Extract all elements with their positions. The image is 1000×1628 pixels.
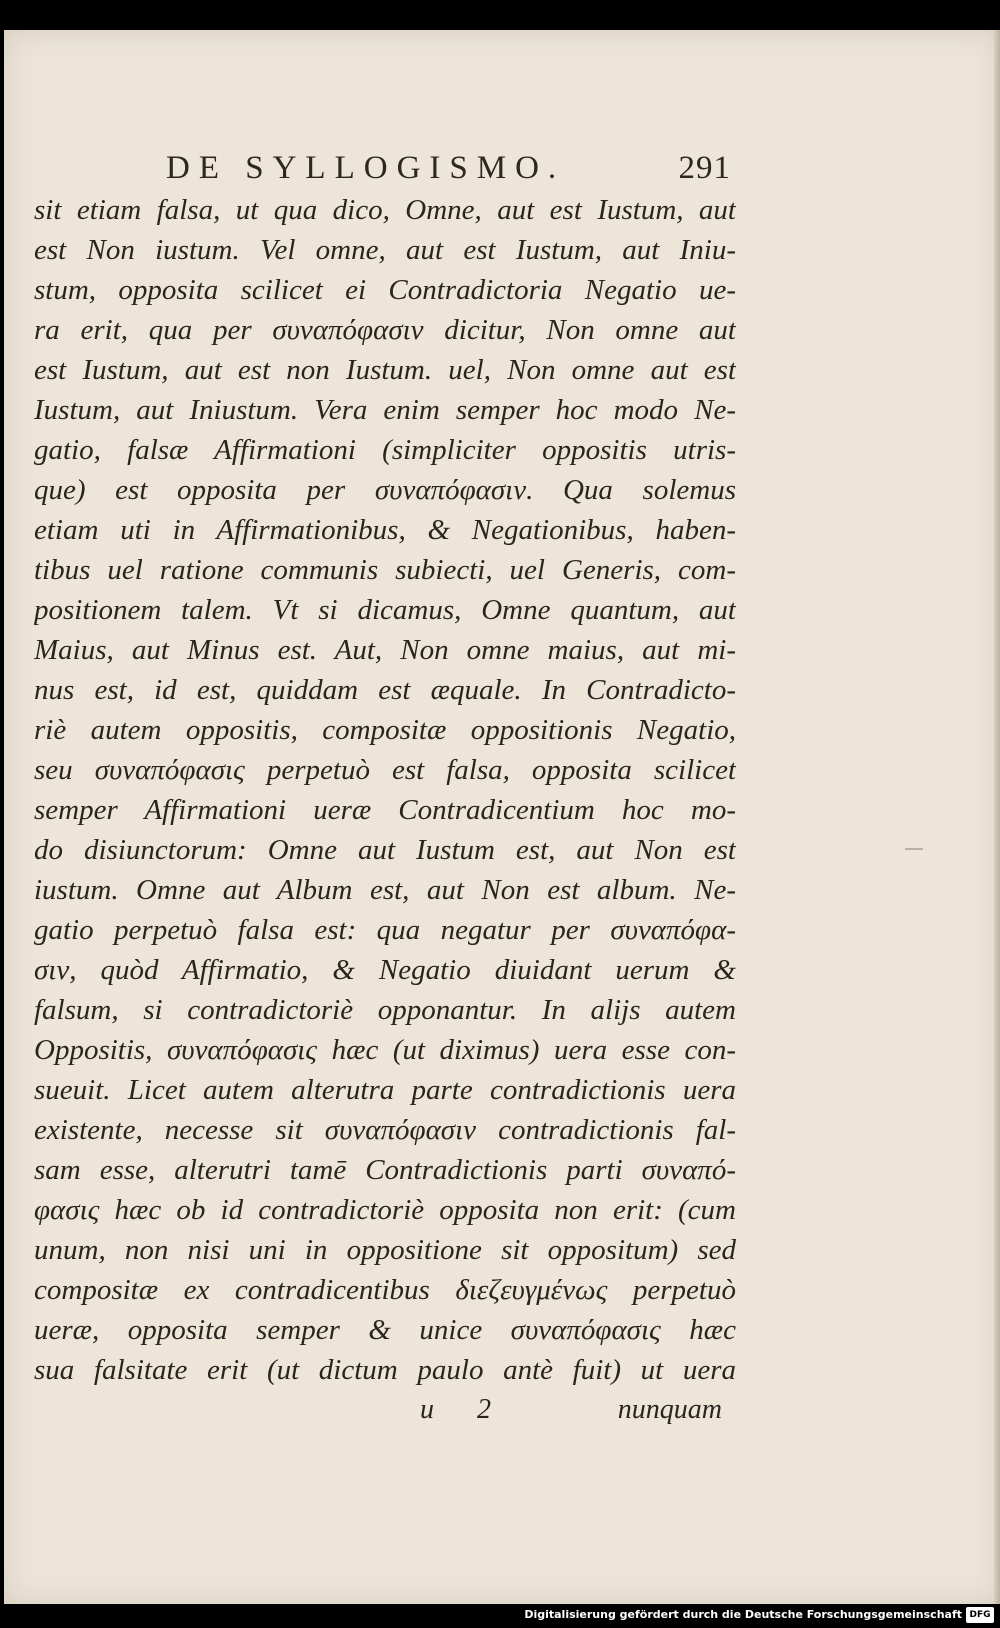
text-line: compositæ ex contradicentibus διεζευγμένως perpetuò <box>34 1274 736 1306</box>
text-line: falsum, si contradictoriè opponantur. In alijs autem <box>34 994 736 1026</box>
text-line: que) est opposita per συναπόφασιν. Qua solemus <box>34 474 736 506</box>
text-line: φασις hæc ob id contradictoriè opposita non erit: (cum <box>34 1194 736 1226</box>
page-footer <box>420 1394 722 1434</box>
text-line: sua falsitate erit (ut dictum paulo antè fuit) ut uera <box>34 1354 736 1386</box>
text-line: σιν, quòd Affirmatio, & Negatio diuidant uerum & <box>34 954 736 986</box>
text-line: semper Affirmationi ueræ Contradicentium hoc mo- <box>34 794 736 826</box>
text-line: gatio perpetuò falsa est: qua negatur per συναπόφα- <box>34 914 736 946</box>
text-line: seu συναπόφασις perpetuò est falsa, opposita scilicet <box>34 754 736 786</box>
text-line: etiam uti in Affirmationibus, & Negationibus, haben- <box>34 514 736 546</box>
text-line: existente, necesse sit συναπόφασιν contradictionis fal- <box>34 1114 736 1146</box>
text-line: positionem talem. Vt si dicamus, Omne quantum, aut <box>34 594 736 626</box>
text-line: sueuit. Licet autem alterutra parte contradictionis uera <box>34 1074 736 1106</box>
text-line: ueræ, opposita semper & unice συναπόφασις hæc <box>34 1314 736 1346</box>
text-line: est Iustum, aut est non Iustum. uel, Non omne aut est <box>34 354 736 386</box>
text-line: ra erit, qua per συναπόφασιν dicitur, Non omne aut <box>34 314 736 346</box>
text-line: sam esse, alterutri tamē Contradictionis parti συναπό- <box>34 1154 736 1186</box>
text-line: riè autem oppositis, compositæ oppositionis Negatio, <box>34 714 736 746</box>
text-line: gatio, falsæ Affirmationi (simpliciter oppositis utris- <box>34 434 736 466</box>
text-line: nus est, id est, quiddam est æquale. In Contradicto- <box>34 674 736 706</box>
margin-mark <box>905 848 923 850</box>
catchword: nunquam <box>617 1394 722 1425</box>
page-number: 291 <box>678 150 731 186</box>
dfg-banner-text: Digitalisierung gefördert durch die Deutsche Forschungsgemeinschaft <box>524 1608 962 1621</box>
text-line: sit etiam falsa, ut qua dico, Omne, aut est Iustum, aut <box>34 194 736 226</box>
text-line: stum, opposita scilicet ei Contradictoria Negatio ue- <box>34 274 736 306</box>
running-title: DE SYLLOGISMO. <box>166 150 566 186</box>
text-line: Maius, aut Minus est. Aut, Non omne maius, aut mi- <box>34 634 736 666</box>
page-edge <box>994 30 1000 1604</box>
text-line: Iustum, aut Iniustum. Vera enim semper hoc modo Ne- <box>34 394 736 426</box>
signature-mark: u 2 <box>420 1394 509 1425</box>
dfg-banner <box>0 1604 1000 1628</box>
text-line: iustum. Omne aut Album est, aut Non est album. Ne- <box>34 874 736 906</box>
text-line: est Non iustum. Vel omne, aut est Iustum, aut Iniu- <box>34 234 736 266</box>
dfg-logo-icon: DFG <box>966 1607 994 1623</box>
text-block <box>34 190 736 1390</box>
text-line: tibus uel ratione communis subiecti, uel Generis, com- <box>34 554 736 586</box>
text-line: Oppositis, συναπόφασις hæc (ut diximus) uera esse con- <box>34 1034 736 1066</box>
text-line: unum, non nisi uni in oppositione sit oppositum) sed <box>34 1234 736 1266</box>
running-head <box>166 150 731 190</box>
text-line: do disiunctorum: Omne aut Iustum est, aut Non est <box>34 834 736 866</box>
